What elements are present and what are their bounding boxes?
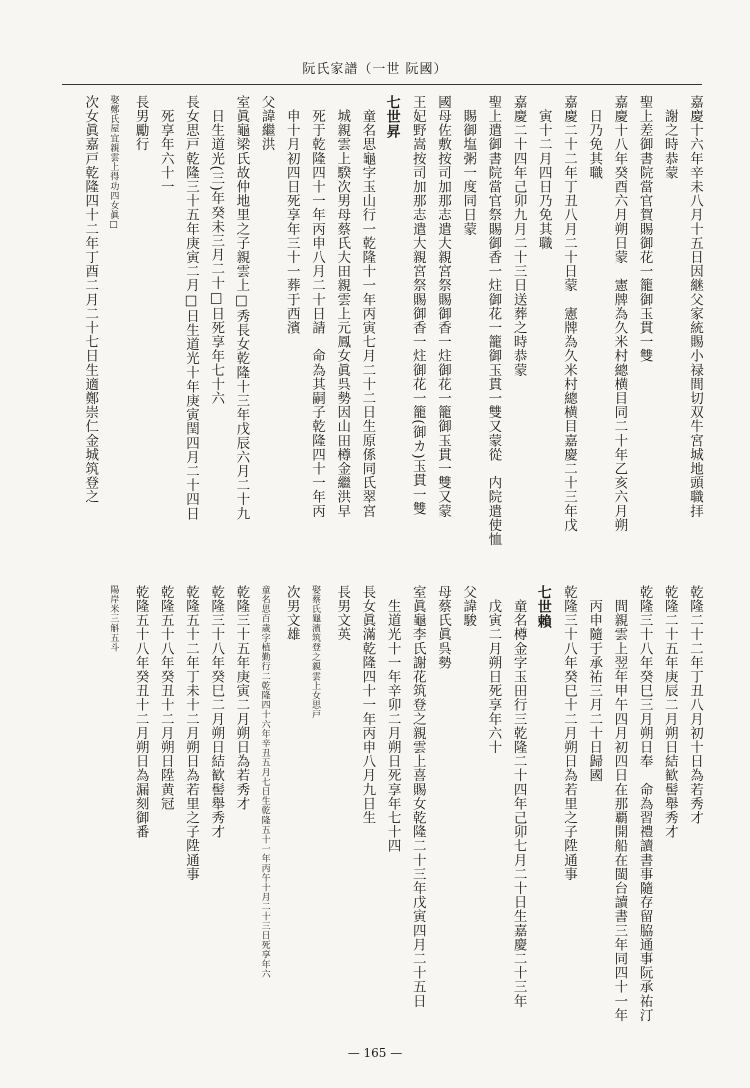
top_block-line-0: 嘉慶十六年辛未八月十五日因継父家統賜小禄間切双牛宮城地頭職拝 <box>687 95 703 518</box>
bottom_block-line-22: 乾隆五十八年癸丑十二月朔日為漏刻御番 <box>132 585 149 839</box>
top_block-line-20: 長女思戸乾隆三十五年庚寅二月□日生道光十年庚寅閏四月二十四日 <box>183 95 199 521</box>
bottom_block-line-12: 生道光十一年辛卯二月朔日死享年七十四 <box>384 585 401 853</box>
top_block-line-23: 娶鄭氏屋宜親雲上得功四女眞□ <box>108 95 119 231</box>
top_block-line-7: 嘉慶二十四年己卯九月二十三日送葬之時恭蒙 <box>510 95 527 377</box>
top_block-line-24: 次女眞嘉戸乾隆四十二年丁酉二月二十七日生適鄭崇仁金城筑登之 <box>82 95 99 504</box>
bottom_block-line-9: 父諱駿 <box>460 585 477 628</box>
top_block-line-6: 寅十二月四日乃免其職 <box>535 95 552 251</box>
bottom_block-line-2: 乾隆三十八年癸巳三月朔日奉 命為習禮讀書事隨存留脇通事阮承祐汀 <box>636 585 653 1023</box>
top_block-line-3: 嘉慶十八年癸酉六月朔日蒙 憲牌為久米村總横目同二十年乙亥六月朔 <box>611 95 628 533</box>
top_block-line-2: 聖上差御書院當官賀賜御花一籠御玉貫一雙 <box>636 95 653 363</box>
bottom_block-line-11: 室眞龜李氏謝花筑登之親雲上喜賜女乾隆二十三年戊寅四月二十五日 <box>409 585 426 1008</box>
bottom_block-line-0: 乾隆二十二年丁丑八月初十日為若秀才 <box>687 585 703 825</box>
bottom_block-line-23: 陽岸米三斛五斗 <box>108 585 119 653</box>
top_block-line-12: 七世昇 <box>384 95 401 139</box>
top_block-line-22: 長男勵行 <box>132 95 149 152</box>
top_block-line-21: 死享年六十一 <box>157 95 174 194</box>
top_block-line-5: 嘉慶二十二年丁丑八月二十日蒙 憲牌為久米村總横目嘉慶二十三年戊 <box>561 95 577 533</box>
bottom_block-line-10: 母蔡氏眞呉勢 <box>435 585 451 670</box>
top_block-line-19: 日生道光(三)年癸未三月二十□日死享年七十六 <box>208 95 225 406</box>
bottom_block-line-7: 童名樽金字玉田行三乾隆二十四年己卯七月二十日生嘉慶二十三年 <box>510 585 527 1008</box>
top_block-line-18: 室眞龜梁氏故仲地里之子親雲上□秀長女乾隆十三年戊辰六月二十九 <box>233 95 250 521</box>
top_block-line-4: 日乃免其職 <box>586 95 603 180</box>
top_block-line-17: 父諱繼洪 <box>258 95 275 152</box>
page-number: — 165 — <box>347 1046 403 1060</box>
top_block-line-9: 賜御塩粥一度同日蒙 <box>460 95 477 236</box>
top_block-line-8: 聖上遣御書院當官祭賜御香一炷御花一籠御玉貫一雙又蒙從 内院遣使恤 <box>485 95 502 547</box>
bottom_block-line-8: 戊寅二月朔日死享年六十 <box>485 585 502 755</box>
bottom_block-line-6: 七世賴 <box>535 585 552 629</box>
bottom_block-line-5: 乾隆三十八年癸巳十二月朔日為若里之子陞通事 <box>561 585 577 882</box>
header-rule <box>62 84 702 85</box>
bottom_block-line-16: 次男文雄 <box>283 585 300 642</box>
bottom_block-line-18: 乾隆三十五年庚寅二月朔日為若秀才 <box>233 585 250 811</box>
page-header: 阮氏家譜（一世 阮國） <box>302 62 448 77</box>
top_block-line-13: 童名思龜字玉山行一乾隆十一年丙寅七月二十二日生原係同氏翠宮 <box>359 95 376 518</box>
top_block-line-11: 王妃野嵩按司加那志遣大親宮祭賜御香一炷御花一籠(御カ)玉貫一雙 <box>409 95 426 516</box>
bottom_block-line-4: 丙申隨于承祐三月二十日歸國 <box>586 585 603 783</box>
bottom_block-line-14: 長男文英 <box>334 585 351 642</box>
bottom_block-line-19: 乾隆三十八年癸巳二月朔日結歓髻舉秀才 <box>208 585 225 839</box>
top_block-line-16: 申十月初四日死享年三十一葬于西濱 <box>283 95 300 335</box>
bottom_block-line-21: 乾隆五十八年癸丑十二月朔日陞黄冠 <box>157 585 174 811</box>
top_block-line-10: 國母佐敷按司加那志遣大親宮祭賜御香一炷御花一籠御玉貫一雙又蒙 <box>435 95 451 518</box>
top_block-line-14: 城親雲上騤次男母蔡氏大田親雲上元鳳女眞呉勢因山田樽金繼洪早 <box>334 95 351 518</box>
bottom_block-line-15: 娶蔡氏龜濱筑登之親雲上女思戸 <box>310 585 320 720</box>
bottom_block-line-1: 乾隆二十五年庚辰二月朔日結歓髻舉秀才 <box>661 585 678 839</box>
bottom_block-line-20: 乾隆五十二年丁未十二月朔日為若里之子陞通事 <box>183 585 199 882</box>
bottom_block-line-13: 長女眞滿乾隆四十一年丙申八月九日生 <box>359 585 376 825</box>
bottom_block-line-17: 童名思百歳字植勤行二乾隆四十六年辛丑五月七日生乾隆五十一年丙午十月二十三日死享年六 <box>259 585 270 979</box>
bottom_block-line-3: 間親雲上翌年甲午四月初四日在那覇開船在閩台讀書三年同四十一年 <box>611 585 628 1023</box>
top_block-line-1: 謝之時恭蒙 <box>661 95 678 180</box>
top_block-line-15: 死于乾隆四十一年丙申八月二十日請 命為其嗣子乾隆四十一年丙 <box>309 95 325 518</box>
